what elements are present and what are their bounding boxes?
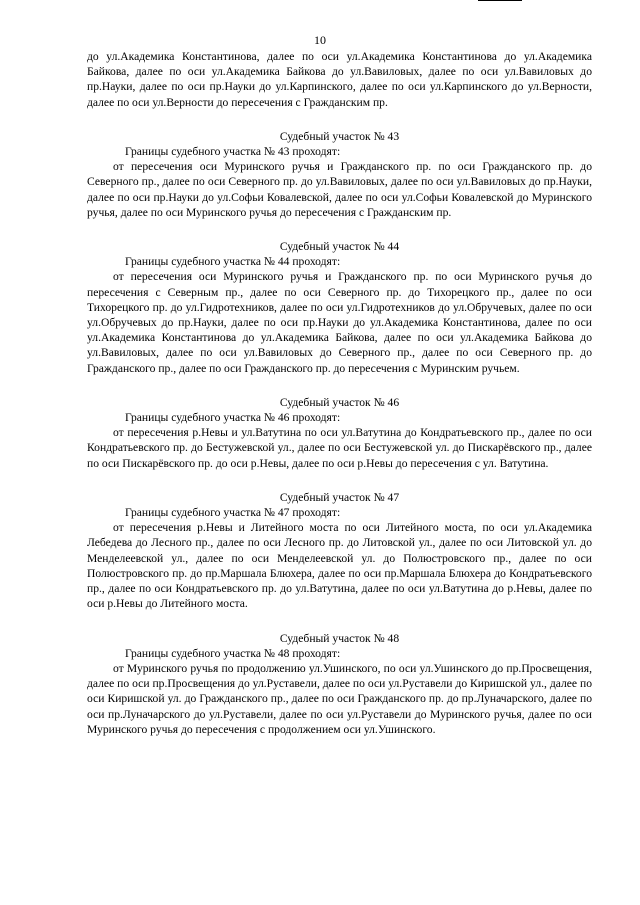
section-48 xyxy=(87,631,592,737)
section-43 xyxy=(87,129,592,220)
section-title: Судебный участок № 47 xyxy=(279,490,400,504)
section-body: от Муринского ручья по продолжению ул.Ушинского, по оси ул.Ушинского до пр.Просвещения, далее по оси пр.Просвещения до ул.Руставели, далее по оси ул.Руставели до Киришской ул., далее по оси Киришской ул. до Гражданского пр., далее по оси Гражданского пр. до пр.Луначарского, далее по оси пр.Луначарского до ул.Руставели, далее по оси ул.Руставели до Муринского ручья, далее по оси Муринского ручья до пересечения с продолжением оси ул.Ушинского. xyxy=(87,661,592,736)
section-title: Судебный участок № 48 xyxy=(279,631,400,645)
section-title: Судебный участок № 46 xyxy=(279,395,400,409)
section-intro: Границы судебного участка № 48 проходят: xyxy=(125,646,341,660)
document-body xyxy=(87,49,592,737)
section-body: от пересечения р.Невы и ул.Ватутина по оси ул.Ватутина до Кондратьевского пр., далее по оси Кондратьевского пр. до Бестужевской ул., далее по оси Бестужевской ул. до Пискарёвского пр., далее по оси Пискарёвского пр. до оси р.Невы, далее по оси р.Невы до пересечения с ул. Ватутина. xyxy=(87,426,592,470)
section-intro: Границы судебного участка № 43 проходят: xyxy=(125,145,341,159)
section-title: Судебный участок № 44 xyxy=(279,240,400,254)
section-intro: Границы судебного участка № 47 проходят: xyxy=(125,506,341,520)
continuation-paragraph: до ул.Академика Константинова, далее по оси ул.Академика Константинова до ул.Академика Байкова, далее по оси ул.Академика Байкова до ул.Вавиловых, далее по оси ул.Вавиловых до пр.Науки, далее по оси пр.Науки до ул.Карпинского, далее по оси ул.Карпинского до ул.Верности, далее по оси ул.Верности до пересечения с Гражданским пр. xyxy=(87,50,592,109)
section-body: от пересечения оси Муринского ручья и Гражданского пр. по оси Гражданского пр. до Северного пр., далее по оси Северного пр. до ул.Вавиловых, далее по оси ул.Вавиловых до пр.Науки, далее по оси пр.Науки до ул.Софьи Ковалевской, далее по оси ул.Софьи Ковалевской до Муринского ручья, далее по оси Муринского ручья до пересечения с Гражданским пр. xyxy=(87,160,592,219)
section-46 xyxy=(87,395,592,471)
section-47 xyxy=(87,490,592,612)
section-intro: Границы судебного участка № 46 проходят: xyxy=(125,411,341,425)
section-title: Судебный участок № 43 xyxy=(279,129,400,143)
section-body: от пересечения р.Невы и Литейного моста по оси Литейного моста, по оси ул.Академика Лебедева до Лесного пр., далее по оси Лесного пр. до Литовской ул., далее по оси Литовской ул. до Менделеевской ул., далее по оси Менделеевской ул. до Полюстровского пр., далее по оси Полюстровского пр. до пр.Маршала Блюхера, далее по оси пр.Маршала Блюхера до Кондратьевского пр., далее по оси Кондратьевского пр. до ул.Ватутина, далее по оси ул.Ватутина до р.Невы, далее по оси р.Невы до Литейного моста. xyxy=(87,521,592,611)
page-number: 10 xyxy=(314,33,326,47)
section-body: от пересечения оси Муринского ручья и Гражданского пр. по оси Муринского ручья до пересечения с Северным пр., далее по оси Северного пр. до Тихорецкого пр., далее по оси Тихорецкого пр. до ул.Гидротехников, далее по оси ул.Гидротехников до ул.Обручевых, далее по оси ул.Обручевых до пр.Науки, далее по оси пр.Науки до ул.Академика Константинова, далее по оси ул.Академика Константинова до ул.Академика Байкова, далее по оси ул.Академика Байкова до ул.Вавиловых, далее по оси ул.Вавиловых до Северного пр., далее по оси Северного пр. до Гражданского пр., далее по оси Гражданского пр. до пересечения с Муринским ручьем. xyxy=(87,270,592,375)
section-intro: Границы судебного участка № 44 проходят: xyxy=(125,255,341,269)
top-rule xyxy=(478,0,522,1)
section-44 xyxy=(87,239,592,376)
